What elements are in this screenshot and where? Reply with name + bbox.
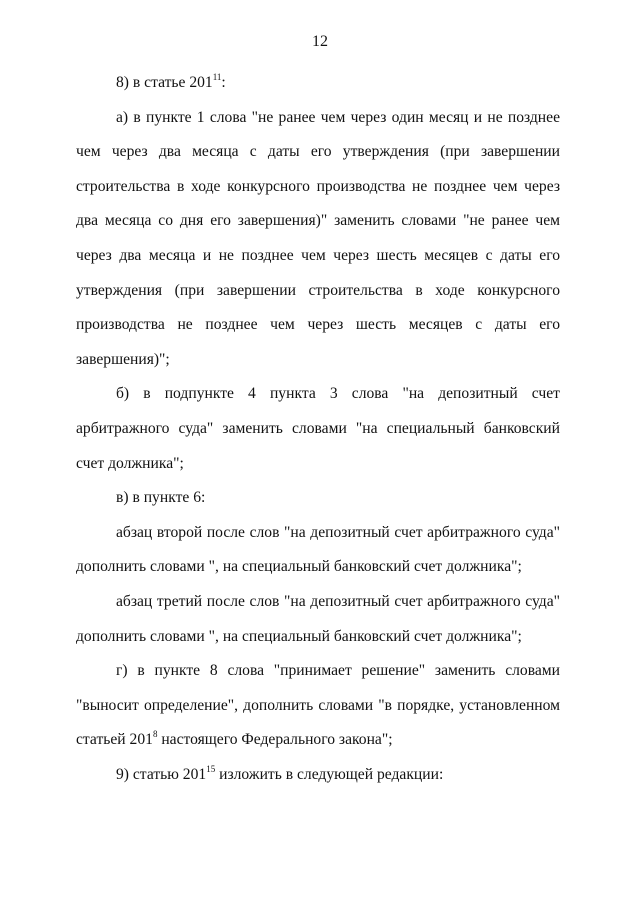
subitem-g-text: г) в пункте 8 слова "принимает решение" заменить словами "выносит определение", дополнить словами "в порядке, установленном статьей 201	[76, 662, 560, 749]
subitem-v: в) в пункте 6:	[116, 489, 206, 507]
page-number: 12	[312, 33, 328, 50]
document-body	[76, 66, 560, 792]
subitem-b: б) в подпункте 4 пункта 3 слова "на депозитный счет арбитражного суда" заменить словами "на специальный банковский счет должника";	[76, 385, 560, 472]
item-8-intro	[76, 66, 560, 101]
item-8-intro-text: 8) в статье 201	[116, 74, 213, 91]
item-8-superscript: 11	[212, 72, 222, 82]
item-8-intro-suffix: :	[221, 74, 226, 91]
item-9-suffix: изложить в следующей редакции:	[215, 765, 444, 783]
subitem-g-suffix: настоящего Федерального закона";	[157, 731, 393, 749]
item-9	[76, 758, 560, 793]
item-9-superscript: 15	[206, 763, 216, 774]
subitem-g	[76, 654, 560, 758]
subitem-a: а) в пункте 1 слова "не ранее чем через один месяц и не позднее чем через два месяца с даты его утверждения (при завершении строительства в ходе конкурсного производства не позднее чем через два месяца со дня его завершения)" заменить словами "не ранее чем через два месяца и не позднее чем через шесть месяцев с даты его утверждения (при завершении строительства в ходе конкурсного производства не позднее чем через шесть месяцев с даты его завершения)";	[76, 108, 560, 368]
item-9-text: 9) статью 201	[116, 765, 207, 783]
subitem-v-paragraph-3: абзац третий после слов "на депозитный счет арбитражного суда" дополнить словами ", на специальный банковский счет должника";	[76, 592, 560, 645]
subitem-g-superscript: 8	[152, 729, 158, 740]
subitem-v-paragraph-2: абзац второй после слов "на депозитный счет арбитражного суда" дополнить словами ", на специальный банковский счет должника";	[76, 523, 560, 576]
